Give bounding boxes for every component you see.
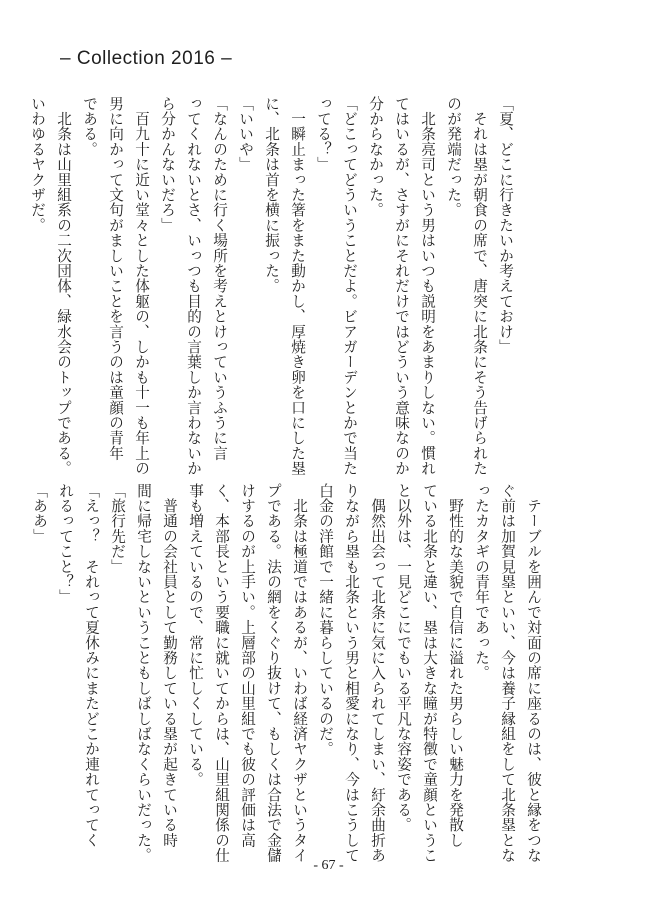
- text-line: けするのが上手い。上層部の山里組でも彼の評価は高: [239, 483, 256, 848]
- text-line: れるってこと？」: [57, 483, 74, 605]
- text-line: 男に向かって文句がましいことを言うのは童顔の青年: [107, 96, 124, 461]
- text-line: 百九十に近い堂々とした体躯の、しかも十一も年上の: [133, 96, 150, 476]
- text-line: に、北条は首を横に振った。: [263, 96, 280, 294]
- text-line: 事も増えているので、常に忙しくしている。: [187, 483, 204, 787]
- text-line: 偶然出会って北条に気に入られてしまい、紆余曲折あ: [369, 483, 386, 863]
- text-line: である。: [81, 96, 98, 157]
- text-line: 分からなかった。: [367, 96, 384, 218]
- text-line: ぐ前は加賀見塁といい、今は養子縁組をして北条塁とな: [499, 483, 516, 863]
- text-line: く、本部長という要職に就いてからは、山里組関係の仕: [213, 483, 230, 863]
- text-line: プである。法の網をくぐり抜けて、もしくは合法で金儲: [265, 483, 282, 863]
- text-line: 普通の会社員として勤務している塁が起きている時: [161, 483, 178, 848]
- running-header: – Collection 2016 –: [60, 48, 233, 69]
- text-line: と以外は、一見どこにでもいる平凡な容姿である。: [395, 483, 412, 833]
- text-line: 間に帰宅しないということもしばしばなくらいだった。: [135, 483, 152, 863]
- text-line: いわゆるヤクザだ。: [29, 96, 46, 233]
- text-block-upper: [29, 96, 518, 476]
- text-line: 「えっ？ それって夏休みにまたどこか連れてってく: [83, 483, 100, 848]
- text-line: てはいるが、さすがにそれだけではどういう意味なのか: [393, 96, 410, 476]
- text-line: ったカタギの青年であった。: [473, 483, 490, 681]
- text-line: のが発端だった。: [445, 96, 462, 218]
- text-line: テーブルを囲んで対面の席に座るのは、彼と縁をつな: [525, 483, 542, 863]
- text-line: 一瞬止まった箸をまた動かし、厚焼き卵を口にした塁: [289, 96, 306, 476]
- text-line: ってくれないとさ、いっつも目的の言葉しか言わないか: [185, 96, 202, 476]
- text-line: 「なんのために行く場所を考えとけっていうふうに言: [211, 96, 228, 461]
- page-number: - 67 -: [313, 858, 344, 873]
- text-line: 「どこってどういうことだよ。ビアガーデンとかで当た: [341, 96, 358, 476]
- text-line: ってる？」: [315, 96, 332, 172]
- text-line: 白金の洋館で一緒に暮らしているのだ。: [317, 483, 334, 757]
- text-line: ている北条と違い、塁は大きな瞳が特徴で童顔というこ: [421, 483, 438, 863]
- text-line: 北条亮司という男はいつも説明をあまりしない。慣れ: [419, 96, 436, 476]
- text-line: 北条は山里組系の二次団体、緑水会のトップである。: [55, 96, 72, 476]
- text-line: りながら塁も北条という男と相愛になり、今はこうして: [343, 483, 360, 863]
- text-line: 「ああ」: [31, 483, 48, 544]
- text-line: ら分かんないだろ」: [159, 96, 176, 233]
- text-line: 野性的な美貌で自信に溢れた男らしい魅力を発散し: [447, 483, 464, 848]
- text-line: それは塁が朝食の席で、唐突に北条にそう告げられた: [471, 96, 488, 476]
- text-line: 「夏、どこに行きたいか考えておけ」: [497, 96, 514, 355]
- text-line: 「いいや」: [237, 96, 254, 172]
- text-block-lower: [31, 483, 546, 863]
- text-line: 「旅行先だ」: [109, 483, 126, 575]
- text-line: 北条は極道ではあるが、いわば経済ヤクザというタイ: [291, 483, 308, 863]
